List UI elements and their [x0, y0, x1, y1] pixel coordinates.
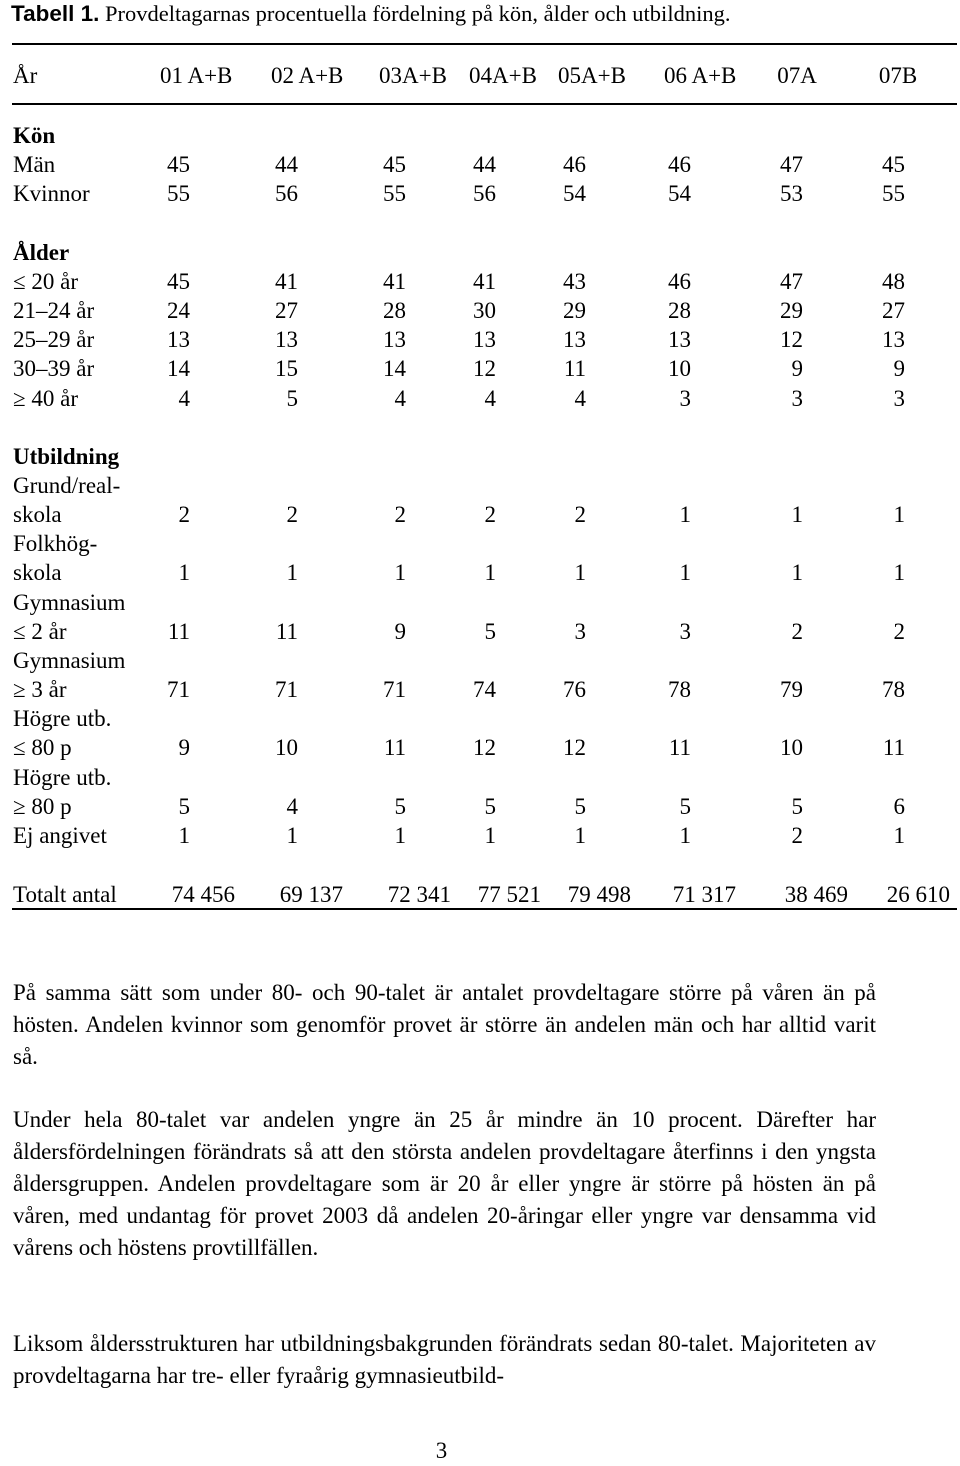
row-label: ≤ 80 p	[13, 735, 72, 760]
row-label: Högre utb.	[13, 706, 112, 731]
table-cell: 1	[394, 560, 406, 585]
table-cell: 3	[893, 386, 905, 411]
table-cell: 3	[679, 386, 691, 411]
header-col: 07B	[878, 63, 918, 88]
table-cell: 72 341	[387, 882, 451, 907]
table-cell: 4	[286, 794, 298, 819]
table-cell: 54	[563, 181, 586, 206]
table-cell: 28	[383, 298, 406, 323]
table-cell: 74	[473, 677, 496, 702]
table-cell: 14	[383, 356, 406, 381]
table-cell: 5	[178, 794, 190, 819]
table-cell: 13	[563, 327, 586, 352]
table-cell: 1	[484, 560, 496, 585]
row-label: Gymnasium	[13, 590, 126, 615]
table-row	[0, 267, 960, 297]
table-cell: 4	[484, 386, 496, 411]
table-bottom-rule	[12, 908, 957, 910]
table-row	[0, 500, 960, 530]
table-cell: 10	[780, 735, 803, 760]
table-cell: 56	[473, 181, 496, 206]
header-col: 07A	[777, 63, 817, 88]
row-label: Män	[13, 152, 56, 177]
table-cell: 12	[473, 356, 496, 381]
table-cell: 1	[178, 560, 190, 585]
row-label: Folkhög-	[13, 531, 98, 556]
body-paragraph: Liksom åldersstrukturen har utbildningsbakgrunden förändrats sedan 80-talet. Majoriteten av provdeltagarna har tre- eller fyraårig gymnasieutbild-	[13, 1331, 876, 1388]
section-heading-kon	[0, 121, 960, 151]
table-cell: 26 610	[886, 882, 950, 907]
row-label: Högre utb.	[13, 765, 112, 790]
table-cell: 78	[668, 677, 691, 702]
table-cell: 1	[679, 560, 691, 585]
row-label-line	[0, 646, 960, 676]
header-col: 05A+B	[558, 63, 626, 88]
table-cell: 45	[167, 152, 190, 177]
table-cell: 6	[893, 794, 905, 819]
table-cell: 9	[394, 619, 406, 644]
table-cell: 13	[473, 327, 496, 352]
table-caption	[11, 0, 956, 28]
table-cell: 53	[780, 181, 803, 206]
table-row	[0, 617, 960, 647]
table-cell: 4	[394, 386, 406, 411]
table-cell: 54	[668, 181, 691, 206]
table-cell: 78	[882, 677, 905, 702]
table-cell: 2	[286, 502, 298, 527]
table-row	[0, 733, 960, 763]
table-cell: 5	[791, 794, 803, 819]
row-label-line	[0, 704, 960, 734]
table-cell: 2	[893, 619, 905, 644]
table-cell: 55	[882, 181, 905, 206]
body-paragraph: På samma sätt som under 80- och 90-talet är antalet provdeltagare större på våren än på hösten. Andelen kvinnor som genomför provet är större än andelen män och har alltid varit så.	[13, 980, 876, 1069]
row-label: Kvinnor	[13, 181, 90, 206]
table-cell: 46	[668, 269, 691, 294]
table-cell: 41	[383, 269, 406, 294]
table-cell: 1	[574, 560, 586, 585]
row-label-line	[0, 588, 960, 618]
row-label: ≥ 3 år	[13, 677, 67, 702]
table-cell: 41	[473, 269, 496, 294]
table-cell: 5	[394, 794, 406, 819]
table-cell: 2	[394, 502, 406, 527]
table-cell: 45	[383, 152, 406, 177]
table-cell: 2	[484, 502, 496, 527]
table-cell: 9	[893, 356, 905, 381]
row-label: skola	[13, 502, 62, 527]
section-heading-utbildning	[0, 442, 960, 472]
table-cell: 13	[275, 327, 298, 352]
table-row	[0, 675, 960, 705]
table-cell: 44	[275, 152, 298, 177]
table-cell: 11	[167, 619, 190, 644]
table-cell: 12	[780, 327, 803, 352]
table-cell: 1	[893, 560, 905, 585]
table-top-rule	[12, 43, 957, 45]
table-cell: 44	[473, 152, 496, 177]
section-label: Ålder	[13, 240, 70, 265]
table-cell: 13	[167, 327, 190, 352]
table-cell: 1	[893, 823, 905, 848]
table-cell: 71	[383, 677, 406, 702]
table-cell: 46	[563, 152, 586, 177]
row-label: 25–29 år	[13, 327, 95, 352]
table-cell: 5	[484, 794, 496, 819]
table-cell: 1	[178, 823, 190, 848]
section-label: Kön	[13, 123, 56, 148]
table-cell: 1	[484, 823, 496, 848]
table-cell: 11	[383, 735, 406, 760]
row-label: ≥ 80 p	[13, 794, 72, 819]
row-label-line	[0, 529, 960, 559]
table-row	[0, 821, 960, 851]
table-cell: 11	[563, 356, 586, 381]
table-cell: 3	[679, 619, 691, 644]
table-cell: 27	[275, 298, 298, 323]
table-cell: 3	[791, 386, 803, 411]
row-label: Grund/real-	[13, 473, 121, 498]
table-row	[0, 296, 960, 326]
table-cell: 13	[882, 327, 905, 352]
table-header-row	[0, 61, 960, 91]
table-cell: 11	[668, 735, 691, 760]
row-label: 30–39 år	[13, 356, 95, 381]
table-cell: 74 456	[171, 882, 235, 907]
table-cell: 11	[882, 735, 905, 760]
header-col: 04A+B	[469, 63, 537, 88]
table-row	[0, 354, 960, 384]
table-cell: 13	[668, 327, 691, 352]
table-cell: 12	[473, 735, 496, 760]
row-label: skola	[13, 560, 62, 585]
table-cell: 55	[383, 181, 406, 206]
header-col: 02 A+B	[271, 63, 344, 88]
table-cell: 14	[167, 356, 190, 381]
table-cell: 1	[893, 502, 905, 527]
table-cell: 5	[484, 619, 496, 644]
table-cell: 69 137	[279, 882, 343, 907]
table-row	[0, 325, 960, 355]
table-cell: 11	[275, 619, 298, 644]
row-label: ≥ 40 år	[13, 386, 78, 411]
table-cell: 76	[563, 677, 586, 702]
table-row	[0, 384, 960, 414]
table-row	[0, 792, 960, 822]
table-row	[0, 179, 960, 209]
table-cell: 45	[167, 269, 190, 294]
table-cell: 9	[791, 356, 803, 381]
table-cell: 2	[791, 619, 803, 644]
table-cell: 29	[780, 298, 803, 323]
section-label: Utbildning	[13, 444, 120, 469]
caption-label: Tabell 1.	[11, 1, 100, 26]
table-cell: 43	[563, 269, 586, 294]
table-cell: 2	[791, 823, 803, 848]
body-paragraph: Under hela 80-talet var andelen yngre än 25 år mindre än 10 procent. Därefter har åldersfördelningen förändrats så att den största andelen provdeltagare återfinns i den yngsta åldersgruppen. Andelen provdeltagare som är 20 år eller yngre är större på hösten än på våren, med undantag för provet 2003 då andelen 20-åringar eller yngre var densamma vid vårens och höstens provtillfällen.	[13, 1107, 876, 1260]
row-label: Gymnasium	[13, 648, 126, 673]
table-cell: 10	[275, 735, 298, 760]
row-label: ≤ 2 år	[13, 619, 67, 644]
header-col: 01 A+B	[160, 63, 233, 88]
header-col: 06 A+B	[664, 63, 737, 88]
table-cell: 5	[574, 794, 586, 819]
table-header-rule	[12, 103, 957, 105]
page-number: 3	[435, 1438, 448, 1463]
table-cell: 71	[275, 677, 298, 702]
table-cell: 1	[791, 560, 803, 585]
table-cell: 5	[286, 386, 298, 411]
table-cell: 10	[668, 356, 691, 381]
section-heading-alder	[0, 238, 960, 268]
table-cell: 1	[286, 823, 298, 848]
table-cell: 46	[668, 152, 691, 177]
table-cell: 5	[679, 794, 691, 819]
table-cell: 15	[275, 356, 298, 381]
table-cell: 56	[275, 181, 298, 206]
row-label: ≤ 20 år	[13, 269, 78, 294]
table-cell: 71 317	[672, 882, 736, 907]
table-cell: 24	[167, 298, 190, 323]
row-label: Totalt antal	[13, 882, 117, 907]
header-first-cell: År	[13, 63, 38, 88]
table-total-row	[0, 880, 960, 910]
table-cell: 1	[679, 823, 691, 848]
table-row	[0, 558, 960, 588]
table-cell: 79 498	[567, 882, 631, 907]
table-cell: 45	[882, 152, 905, 177]
table-cell: 4	[178, 386, 190, 411]
table-row	[0, 150, 960, 180]
table-cell: 1	[791, 502, 803, 527]
table-cell: 2	[178, 502, 190, 527]
table-cell: 27	[882, 298, 905, 323]
row-label: 21–24 år	[13, 298, 95, 323]
table-cell: 9	[178, 735, 190, 760]
table-cell: 47	[780, 152, 803, 177]
table-cell: 30	[473, 298, 496, 323]
row-label-line	[0, 763, 960, 793]
table-cell: 48	[882, 269, 905, 294]
table-cell: 41	[275, 269, 298, 294]
table-cell: 38 469	[784, 882, 848, 907]
table-cell: 1	[394, 823, 406, 848]
table-cell: 3	[574, 619, 586, 644]
table-cell: 13	[383, 327, 406, 352]
table-cell: 47	[780, 269, 803, 294]
caption-text: Provdeltagarnas procentuella fördelning på kön, ålder och utbildning.	[105, 1, 731, 26]
table-cell: 28	[668, 298, 691, 323]
table-cell: 4	[574, 386, 586, 411]
row-label-line	[0, 471, 960, 501]
table-cell: 1	[679, 502, 691, 527]
table-cell: 55	[167, 181, 190, 206]
table-cell: 12	[563, 735, 586, 760]
table-cell: 77 521	[477, 882, 541, 907]
table-cell: 2	[574, 502, 586, 527]
table-cell: 79	[780, 677, 803, 702]
row-label: Ej angivet	[13, 823, 107, 848]
table-cell: 1	[286, 560, 298, 585]
table-cell: 29	[563, 298, 586, 323]
table-cell: 1	[574, 823, 586, 848]
table-cell: 71	[167, 677, 190, 702]
header-col: 03A+B	[379, 63, 447, 88]
